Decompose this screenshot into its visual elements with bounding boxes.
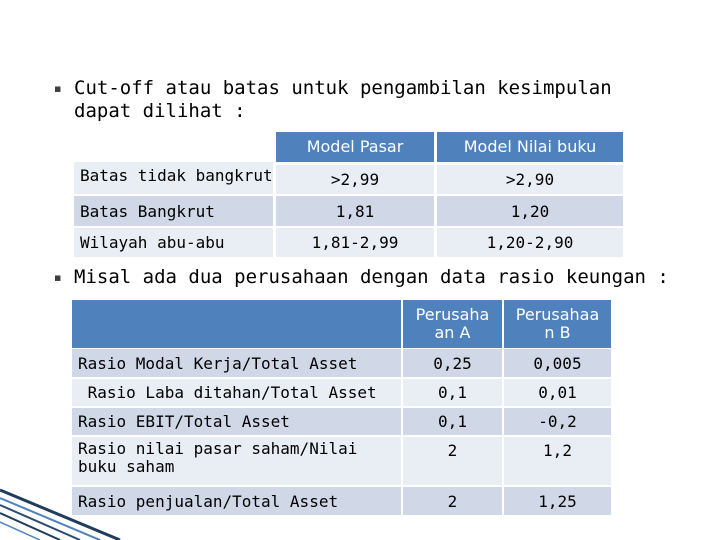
table2-row-label: Rasio EBIT/Total Asset	[72, 408, 401, 435]
table2-row-label: Rasio Laba ditahan/Total Asset	[72, 379, 401, 406]
table1-cell: 1,20	[437, 196, 623, 226]
intro-text: Cut-off atau batas untuk pengambilan kesimpulan dapat dilihat :	[74, 77, 612, 122]
table2-cell: 0,01	[504, 379, 611, 406]
table2-row-label: Rasio penjualan/Total Asset	[72, 487, 401, 515]
table1-cell: >2,99	[276, 165, 434, 194]
table2-cell: 1,2	[504, 437, 611, 485]
table2-cell: 2	[403, 487, 502, 515]
table2-row-label: Rasio nilai pasar saham/Nilai buku saham	[72, 437, 401, 485]
square-bullet-icon: ▪	[54, 82, 62, 95]
table2-cell: 1,25	[504, 487, 611, 515]
square-bullet-icon: ▪	[54, 271, 62, 284]
table2-cell: -0,2	[504, 408, 611, 435]
table1-cell: 1,81-2,99	[276, 228, 434, 257]
table2-cell: 2	[403, 437, 502, 485]
table2-header-perusahaan-a: Perusaha an A	[403, 300, 502, 348]
table1-header-model-nilai-buku: Model Nilai buku	[437, 132, 623, 162]
table1-row-label: Batas tidak bangkrut	[74, 162, 273, 194]
table2-cell: 0,25	[403, 349, 502, 377]
table1-row-label: Batas Bangkrut	[74, 196, 273, 226]
table1-row-label: Wilayah abu-abu	[74, 228, 273, 257]
table2-header-perusahaan-b: Perusahaa n B	[504, 300, 611, 348]
table2-row-label: Rasio Modal Kerja/Total Asset	[72, 349, 401, 377]
table2-cell: 0,1	[403, 408, 502, 435]
corner-decoration	[0, 450, 260, 540]
table2-cell: 0,1	[403, 379, 502, 406]
second-text: Misal ada dua perusahaan dengan data rasio keungan :	[74, 266, 669, 288]
table1-cell: 1,81	[276, 196, 434, 226]
table1-cell: >2,90	[437, 165, 623, 194]
table1-cell: 1,20-2,90	[437, 228, 623, 257]
table2-header-blank	[72, 300, 401, 348]
table2-cell: 0,005	[504, 349, 611, 377]
table1-header-model-pasar: Model Pasar	[276, 132, 434, 162]
